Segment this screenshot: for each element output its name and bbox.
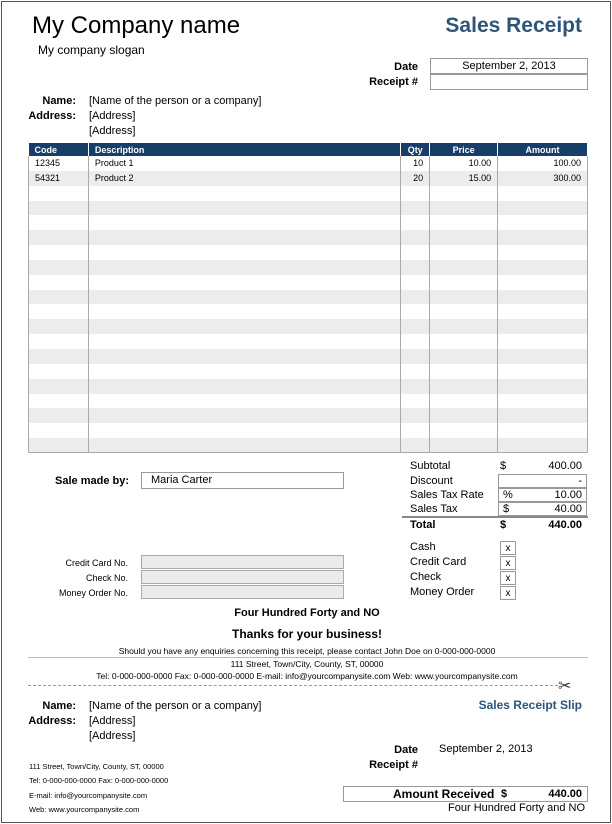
column-header-qty: Qty — [401, 143, 430, 156]
page-title: Sales Receipt — [445, 14, 582, 37]
items-table — [28, 143, 588, 453]
cell-qty[interactable]: 20 — [401, 171, 430, 186]
cell-amount[interactable] — [498, 215, 588, 230]
total-label: Total — [410, 519, 436, 531]
cell-code[interactable] — [29, 290, 89, 305]
slip-address-line-2[interactable]: [Address] — [89, 730, 136, 742]
table-row — [29, 156, 588, 171]
tax-rate-value: 10.00 — [554, 489, 582, 501]
company-address: 111 Street, Town/City, County, ST, 00000 — [230, 659, 384, 669]
cell-qty[interactable] — [401, 379, 430, 394]
cell-description[interactable] — [88, 201, 400, 216]
cell-description[interactable]: Product 2 — [88, 171, 400, 186]
cell-qty[interactable] — [401, 186, 430, 201]
sales-tax-value: 40.00 — [554, 503, 582, 515]
cell-description[interactable] — [88, 215, 400, 230]
cell-qty[interactable] — [401, 438, 430, 453]
customer-address-line-2[interactable]: [Address] — [89, 125, 136, 137]
sales-tax-label: Sales Tax — [410, 503, 458, 515]
table-row — [29, 186, 588, 201]
table-row — [29, 408, 588, 423]
cell-code[interactable]: 54321 — [29, 171, 89, 186]
table-row — [29, 438, 588, 453]
check-number-field[interactable] — [141, 570, 344, 584]
cell-code[interactable] — [29, 201, 89, 216]
table-row — [29, 275, 588, 290]
money-order-number-field[interactable] — [141, 585, 344, 599]
payment-money-order-label: Money Order — [410, 586, 475, 598]
discount-label: Discount — [410, 475, 453, 487]
table-row — [29, 423, 588, 438]
cell-code[interactable] — [29, 334, 89, 349]
slip-amount-in-words: Four Hundred Forty and NO — [448, 802, 585, 814]
cell-price[interactable] — [430, 423, 498, 438]
cell-price[interactable] — [430, 379, 498, 394]
cell-qty[interactable] — [401, 394, 430, 409]
thanks-message: Thanks for your business! — [231, 627, 383, 641]
cell-amount[interactable] — [498, 423, 588, 438]
date-label: Date — [394, 61, 418, 73]
cell-price[interactable]: 15.00 — [430, 171, 498, 186]
cell-code[interactable] — [29, 394, 89, 409]
sale-made-by-field[interactable]: Maria Carter — [141, 472, 344, 489]
cell-amount[interactable] — [498, 260, 588, 275]
slip-amount-value: 440.00 — [548, 788, 582, 800]
cell-description[interactable] — [88, 230, 400, 245]
cell-description[interactable] — [88, 260, 400, 275]
cell-qty[interactable] — [401, 215, 430, 230]
column-header-amount: Amount — [498, 143, 588, 156]
slip-date-label: Date — [394, 744, 418, 756]
table-row — [29, 215, 588, 230]
cell-qty[interactable] — [401, 408, 430, 423]
credit-card-number-field[interactable] — [141, 555, 344, 569]
cell-description[interactable] — [88, 423, 400, 438]
receipt-number-field[interactable] — [430, 74, 588, 90]
discount-field[interactable]: - — [498, 474, 587, 488]
credit-card-number-label: Credit Card No. — [65, 558, 128, 568]
sale-made-by-label: Sale made by: — [55, 475, 129, 487]
payment-money-order-checkbox[interactable]: x — [500, 586, 516, 600]
cell-code[interactable] — [29, 260, 89, 275]
cell-description[interactable] — [88, 186, 400, 201]
customer-address-label: Address: — [28, 110, 76, 122]
cell-amount[interactable]: 100.00 — [498, 156, 588, 171]
table-row — [29, 304, 588, 319]
cell-description[interactable] — [88, 364, 400, 379]
cell-amount[interactable] — [498, 290, 588, 305]
cell-qty[interactable] — [401, 245, 430, 260]
cell-price[interactable]: 10.00 — [430, 156, 498, 171]
cell-price[interactable] — [430, 230, 498, 245]
cell-code[interactable] — [29, 364, 89, 379]
slip-receipt-number-label: Receipt # — [369, 759, 418, 771]
company-contact: Tel: 0-000-000-0000 Fax: 0-000-000-0000 E-mail: info@yourcompanysite.com Web: www.yourcompanysite.com — [96, 671, 518, 681]
cell-price[interactable] — [430, 364, 498, 379]
total-value: 440.00 — [548, 519, 582, 531]
cell-description[interactable] — [88, 349, 400, 364]
cell-description[interactable] — [88, 438, 400, 453]
cell-description[interactable] — [88, 275, 400, 290]
table-row — [29, 201, 588, 216]
cell-qty[interactable] — [401, 201, 430, 216]
cell-price[interactable] — [430, 408, 498, 423]
cell-qty[interactable] — [401, 423, 430, 438]
cell-qty[interactable] — [401, 275, 430, 290]
cell-code[interactable] — [29, 349, 89, 364]
slip-address-line-1[interactable]: [Address] — [89, 715, 136, 727]
table-row — [29, 171, 588, 186]
cell-qty[interactable] — [401, 349, 430, 364]
slip-company-tel: Tel: 0-000-000-0000 Fax: 0-000-000-0000 — [29, 776, 169, 785]
cell-amount[interactable] — [498, 230, 588, 245]
table-row — [29, 245, 588, 260]
cell-code[interactable] — [29, 215, 89, 230]
cell-amount[interactable] — [498, 319, 588, 334]
cell-price[interactable] — [430, 349, 498, 364]
cell-description[interactable] — [88, 290, 400, 305]
slip-name-label: Name: — [42, 700, 76, 712]
cell-amount[interactable] — [498, 438, 588, 453]
sales-tax-field — [498, 502, 587, 516]
slip-amount-label: Amount Received — [393, 787, 495, 801]
receipt-number-label: Receipt # — [369, 76, 418, 88]
tax-rate-unit: % — [503, 489, 513, 501]
cell-amount[interactable] — [498, 245, 588, 260]
total-currency: $ — [500, 519, 507, 531]
footer-divider — [28, 657, 588, 658]
cell-description[interactable] — [88, 304, 400, 319]
payment-cash-checkbox[interactable]: x — [500, 541, 516, 555]
cell-code[interactable] — [29, 379, 89, 394]
table-row — [29, 334, 588, 349]
cell-amount[interactable] — [498, 379, 588, 394]
table-row — [29, 290, 588, 305]
cell-code[interactable] — [29, 230, 89, 245]
cell-amount[interactable] — [498, 186, 588, 201]
totals-divider — [402, 516, 588, 518]
payment-check-checkbox[interactable]: x — [500, 571, 516, 585]
cell-amount[interactable]: 300.00 — [498, 171, 588, 186]
table-row — [29, 394, 588, 409]
cell-price[interactable] — [430, 334, 498, 349]
cell-description[interactable] — [88, 245, 400, 260]
cell-price[interactable] — [430, 201, 498, 216]
payment-credit-card-label: Credit Card — [410, 556, 467, 568]
column-header-description: Description — [88, 143, 400, 156]
cell-amount[interactable] — [498, 394, 588, 409]
cell-code[interactable] — [29, 186, 89, 201]
cell-code[interactable] — [29, 438, 89, 453]
sales-tax-currency: $ — [503, 503, 510, 515]
cell-price[interactable] — [430, 304, 498, 319]
cell-price[interactable] — [430, 275, 498, 290]
cell-description[interactable] — [88, 379, 400, 394]
slip-company-email: E-mail: info@yourcompanysite.com — [29, 791, 148, 800]
amount-in-words: Four Hundred Forty and NO — [234, 607, 380, 619]
cell-code[interactable] — [29, 275, 89, 290]
customer-address-line-1[interactable]: [Address] — [89, 110, 136, 122]
slip-company-web: Web: www.yourcompanysite.com — [29, 805, 140, 814]
cell-price[interactable] — [430, 215, 498, 230]
cell-price[interactable] — [430, 290, 498, 305]
cell-code[interactable] — [29, 319, 89, 334]
check-number-label: Check No. — [85, 573, 128, 583]
slip-address-label: Address: — [28, 715, 76, 727]
cell-qty[interactable] — [401, 364, 430, 379]
payment-cash-label: Cash — [410, 541, 436, 553]
cell-description[interactable] — [88, 394, 400, 409]
slip-amount-received-box — [343, 786, 588, 802]
cell-code[interactable]: 12345 — [29, 156, 89, 171]
table-row — [29, 319, 588, 334]
cell-description[interactable] — [88, 334, 400, 349]
cell-description[interactable] — [88, 408, 400, 423]
cell-amount[interactable] — [498, 349, 588, 364]
cell-price[interactable] — [430, 245, 498, 260]
cell-price[interactable] — [430, 394, 498, 409]
cell-amount[interactable] — [498, 201, 588, 216]
slip-company-address: 111 Street, Town/City, County, ST, 00000 — [29, 762, 164, 771]
slip-amount-currency: $ — [501, 788, 508, 800]
cell-code[interactable] — [29, 408, 89, 423]
cell-code[interactable] — [29, 423, 89, 438]
cell-qty[interactable] — [401, 304, 430, 319]
cell-price[interactable] — [430, 186, 498, 201]
cell-qty[interactable] — [401, 260, 430, 275]
customer-name[interactable]: [Name of the person or a company] — [89, 95, 262, 107]
cell-description[interactable]: Product 1 — [88, 156, 400, 171]
company-name: My Company name — [32, 12, 241, 39]
cell-qty[interactable] — [401, 319, 430, 334]
scissors-icon: ✂ — [558, 678, 572, 695]
cell-qty[interactable]: 10 — [401, 156, 430, 171]
cell-code[interactable] — [29, 245, 89, 260]
customer-name-label: Name: — [42, 95, 76, 107]
payment-credit-card-checkbox[interactable]: x — [500, 556, 516, 570]
subtotal-currency: $ — [500, 460, 507, 472]
slip-title: Sales Receipt Slip — [478, 698, 582, 712]
cell-code[interactable] — [29, 304, 89, 319]
table-row — [29, 349, 588, 364]
cell-qty[interactable] — [401, 334, 430, 349]
subtotal-label: Subtotal — [410, 460, 451, 472]
cell-price[interactable] — [430, 438, 498, 453]
cell-qty[interactable] — [401, 290, 430, 305]
table-row — [29, 260, 588, 275]
cell-description[interactable] — [88, 319, 400, 334]
slip-name[interactable]: [Name of the person or a company] — [89, 700, 262, 712]
enquiries-note: Should you have any enquiries concerning this receipt, please contact John Doe on 0-000-000-0000 — [118, 646, 496, 656]
cell-price[interactable] — [430, 260, 498, 275]
cell-amount[interactable] — [498, 364, 588, 379]
payment-check-label: Check — [410, 571, 442, 583]
column-header-code: Code — [29, 143, 89, 156]
slip-date-value[interactable]: September 2, 2013 — [439, 743, 533, 755]
table-row — [29, 364, 588, 379]
cell-amount[interactable] — [498, 408, 588, 423]
table-row — [29, 230, 588, 245]
tax-rate-field[interactable] — [498, 488, 587, 502]
cell-amount[interactable] — [498, 275, 588, 290]
cell-qty[interactable] — [401, 230, 430, 245]
receipt-page — [1, 1, 611, 823]
cell-amount[interactable] — [498, 304, 588, 319]
column-header-price: Price — [430, 143, 498, 156]
cut-line — [28, 685, 558, 686]
cell-amount[interactable] — [498, 334, 588, 349]
money-order-number-label: Money Order No. — [58, 588, 128, 598]
company-slogan: My company slogan — [38, 43, 145, 57]
tax-rate-label: Sales Tax Rate — [410, 489, 484, 501]
date-field[interactable]: September 2, 2013 — [430, 58, 588, 74]
subtotal-value: 400.00 — [548, 460, 582, 472]
cell-price[interactable] — [430, 319, 498, 334]
table-row — [29, 379, 588, 394]
